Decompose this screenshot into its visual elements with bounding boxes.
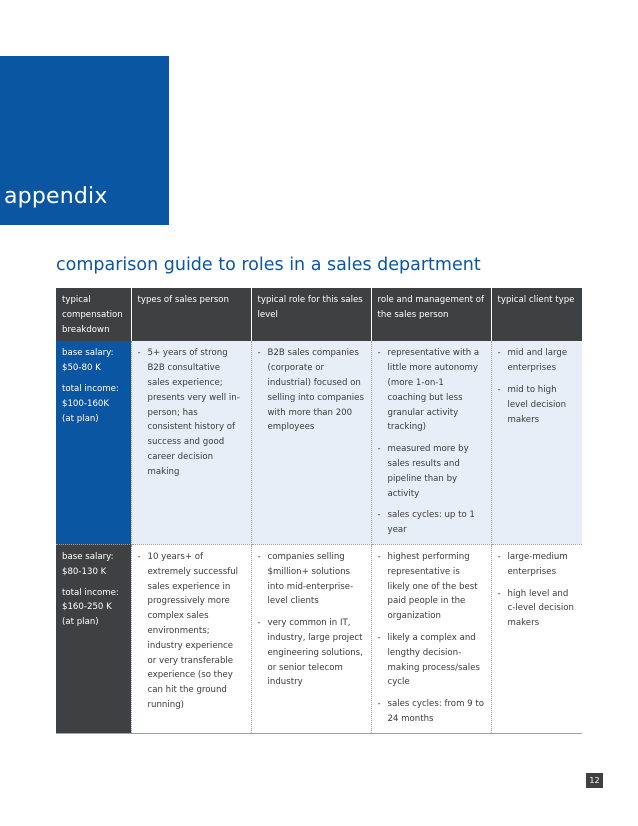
- table-row: [56, 544, 582, 733]
- column-header-client: typical client type: [491, 288, 582, 341]
- list-item: - 10 years+ of extremely successful sales experience in progressively more complex sales environments; industry experience or very transferable experience (so they can hit the ground running): [138, 550, 245, 713]
- list-item: - high level and c-level decision makers: [498, 587, 577, 631]
- management-cell: [371, 341, 491, 544]
- list-item: - mid and large enterprises: [498, 346, 577, 376]
- list-item: - mid to high level decision makers: [498, 383, 577, 427]
- banner-title: appendix: [4, 184, 108, 209]
- page-title: comparison guide to roles in a sales department: [56, 255, 481, 275]
- table-header-row: [56, 288, 582, 341]
- compensation-cell: [56, 341, 131, 544]
- types-cell: [131, 544, 251, 733]
- total-income-value: $100-160K: [62, 398, 110, 409]
- base-salary-value: $80-130 K: [62, 566, 107, 577]
- table-row: [56, 341, 582, 544]
- appendix-banner: [0, 56, 169, 225]
- compensation-cell: [56, 544, 131, 733]
- list-item: - 5+ years of strong B2B consultative sales experience; presents very well in-person; has consistent history of success and good career decision making: [138, 346, 245, 479]
- list-item: - sales cycles: from 9 to 24 months: [378, 697, 485, 727]
- client-cell: [491, 544, 582, 733]
- role-cell: [251, 341, 371, 544]
- list-item: - highest performing representative is likely one of the best paid people in the organization: [378, 550, 485, 624]
- column-header-types: types of sales person: [131, 288, 251, 341]
- column-header-compensation: typical compensation breakdown: [56, 288, 131, 341]
- total-income-value: $160-250 K: [62, 602, 112, 613]
- plan-note: (at plan): [62, 617, 99, 628]
- page-number: 12: [586, 773, 603, 788]
- total-income-label: total income:: [62, 587, 119, 598]
- base-salary-label: base salary:: [62, 551, 114, 562]
- total-income-label: total income:: [62, 383, 119, 394]
- plan-note: (at plan): [62, 413, 99, 424]
- list-item: - measured more by sales results and pipeline than by activity: [378, 442, 485, 501]
- base-salary-value: $50-80 K: [62, 363, 101, 374]
- list-item: - very common in IT, industry, large project engineering solutions, or senior telecom industry: [258, 616, 365, 690]
- list-item: - likely a complex and lengthy decision-making process/sales cycle: [378, 631, 485, 690]
- column-header-management: role and management of the sales person: [371, 288, 491, 341]
- comparison-table: [56, 288, 582, 734]
- list-item: - sales cycles: up to 1 year: [378, 508, 485, 538]
- role-cell: [251, 544, 371, 733]
- list-item: - B2B sales companies (corporate or industrial) focused on selling into companies with more than 200 employees: [258, 346, 365, 435]
- column-header-role: typical role for this sales level: [251, 288, 371, 341]
- list-item: - companies selling $million+ solutions into mid-enterprise-level clients: [258, 550, 365, 609]
- list-item: - large-medium enterprises: [498, 550, 577, 580]
- management-cell: [371, 544, 491, 733]
- base-salary-label: base salary:: [62, 348, 114, 359]
- client-cell: [491, 341, 582, 544]
- list-item: - representative with a little more autonomy (more 1-on-1 coaching but less granular activity tracking): [378, 346, 485, 435]
- types-cell: [131, 341, 251, 544]
